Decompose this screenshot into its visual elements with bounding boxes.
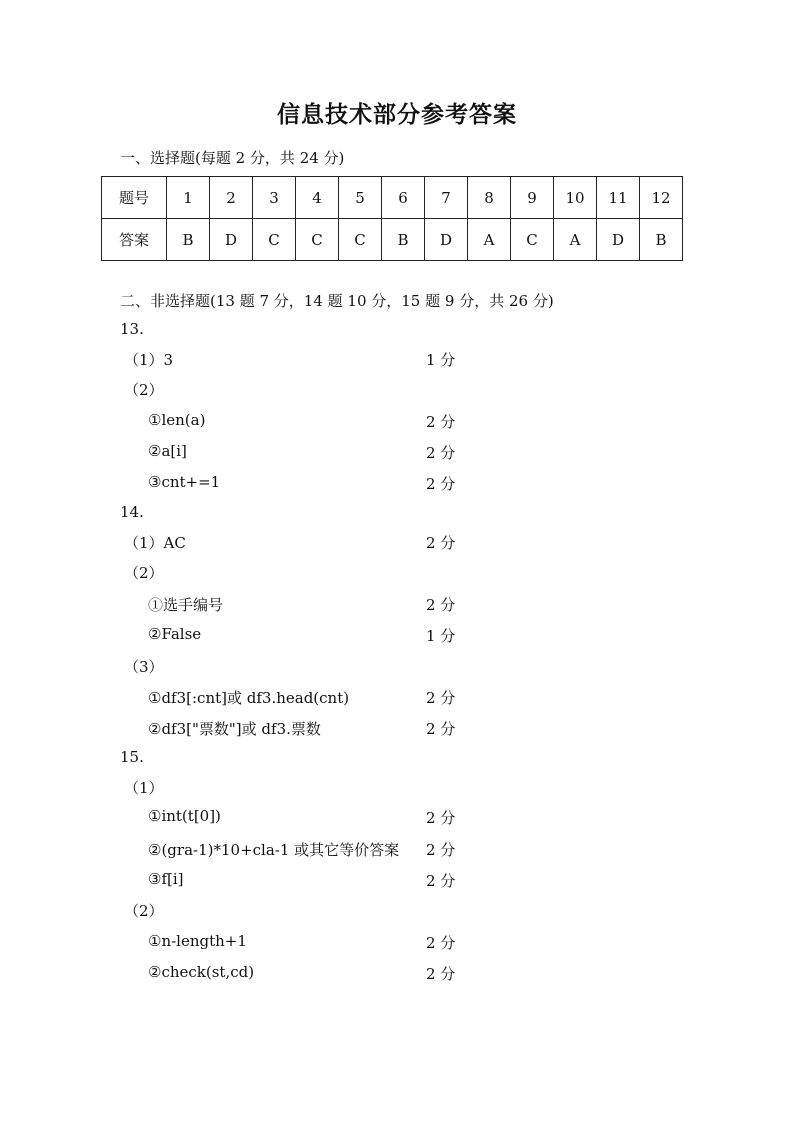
answer-line-points: 2 分: [426, 809, 456, 827]
question-number: 1: [167, 177, 210, 219]
answer-cell: B: [167, 219, 210, 261]
answer-line-points: 2 分: [426, 413, 456, 431]
table-row-answers: [102, 219, 683, 261]
answer-line-points: 2 分: [426, 965, 456, 983]
answer-cell: D: [210, 219, 253, 261]
question-number: 4: [296, 177, 339, 219]
answer-cell: A: [468, 219, 511, 261]
sub-question-label: （2）: [124, 381, 164, 399]
answer-cell: C: [296, 219, 339, 261]
section-1-heading: 一、选择题(每题 2 分，共 24 分): [120, 149, 345, 167]
answer-line-points: 1 分: [426, 351, 456, 369]
answer-line-text: ②a[i]: [148, 442, 187, 460]
answer-line-points: 2 分: [426, 534, 456, 552]
question-number: 6: [382, 177, 425, 219]
answer-line-text: ②(gra-1)*10+cla-1 或其它等价答案: [148, 841, 400, 859]
question-number: 8: [468, 177, 511, 219]
sub-question-label: （2）: [124, 564, 164, 582]
answer-line-points: 2 分: [426, 444, 456, 462]
question-13-number: 13.: [120, 320, 144, 338]
answer-line-text: ②df3["票数"]或 df3.票数: [148, 720, 321, 738]
question-14-number: 14.: [120, 503, 144, 521]
answer-line-points: 2 分: [426, 475, 456, 493]
answer-cell: B: [382, 219, 425, 261]
table-row-numbers: [102, 177, 683, 219]
sub-question-label: （2）: [124, 902, 164, 920]
question-number: 10: [554, 177, 597, 219]
sub-question-label: （1）: [124, 779, 164, 797]
answer-line-text: ②check(st,cd): [148, 963, 255, 981]
answer-cell: C: [511, 219, 554, 261]
question-15-number: 15.: [120, 748, 144, 766]
question-number: 11: [597, 177, 640, 219]
answer-line-text: ②False: [148, 625, 202, 643]
answer-line-text: ③f[i]: [148, 870, 184, 888]
answer-line-text: （1）AC: [124, 534, 186, 552]
question-number: 9: [511, 177, 554, 219]
answer-line-points: 2 分: [426, 934, 456, 952]
answer-line-points: 2 分: [426, 720, 456, 738]
answer-table: [101, 176, 683, 261]
question-number: 2: [210, 177, 253, 219]
answer-line-points: 2 分: [426, 841, 456, 859]
answer-line-points: 1 分: [426, 627, 456, 645]
question-number: 12: [640, 177, 683, 219]
answer-line-points: 2 分: [426, 689, 456, 707]
answer-line-text: ③cnt+=1: [148, 473, 221, 491]
answer-cell: C: [339, 219, 382, 261]
sub-question-label: （3）: [124, 658, 164, 676]
answer-cell: C: [253, 219, 296, 261]
answer-cell: D: [425, 219, 468, 261]
question-number: 7: [425, 177, 468, 219]
answer-line-points: 2 分: [426, 596, 456, 614]
answer-cell: A: [554, 219, 597, 261]
answer-line-text: ①选手编号: [148, 596, 224, 614]
answer-line-text: ①df3[:cnt]或 df3.head(cnt): [148, 689, 350, 707]
answer-line-text: ①len(a): [148, 411, 206, 429]
page-title: 信息技术部分参考答案: [277, 101, 517, 128]
answer-cell: D: [597, 219, 640, 261]
question-number: 5: [339, 177, 382, 219]
answer-cell: B: [640, 219, 683, 261]
row-label-number: 题号: [102, 177, 167, 219]
question-number: 3: [253, 177, 296, 219]
answer-line-points: 2 分: [426, 872, 456, 890]
section-2-heading: 二、非选择题(13 题 7 分，14 题 10 分，15 题 9 分，共 26 分): [120, 292, 554, 310]
row-label-answer: 答案: [102, 219, 167, 261]
answer-line-text: ①int(t[0]): [148, 807, 221, 825]
answer-line-text: （1）3: [124, 351, 174, 369]
answer-line-text: ①n-length+1: [148, 932, 247, 950]
